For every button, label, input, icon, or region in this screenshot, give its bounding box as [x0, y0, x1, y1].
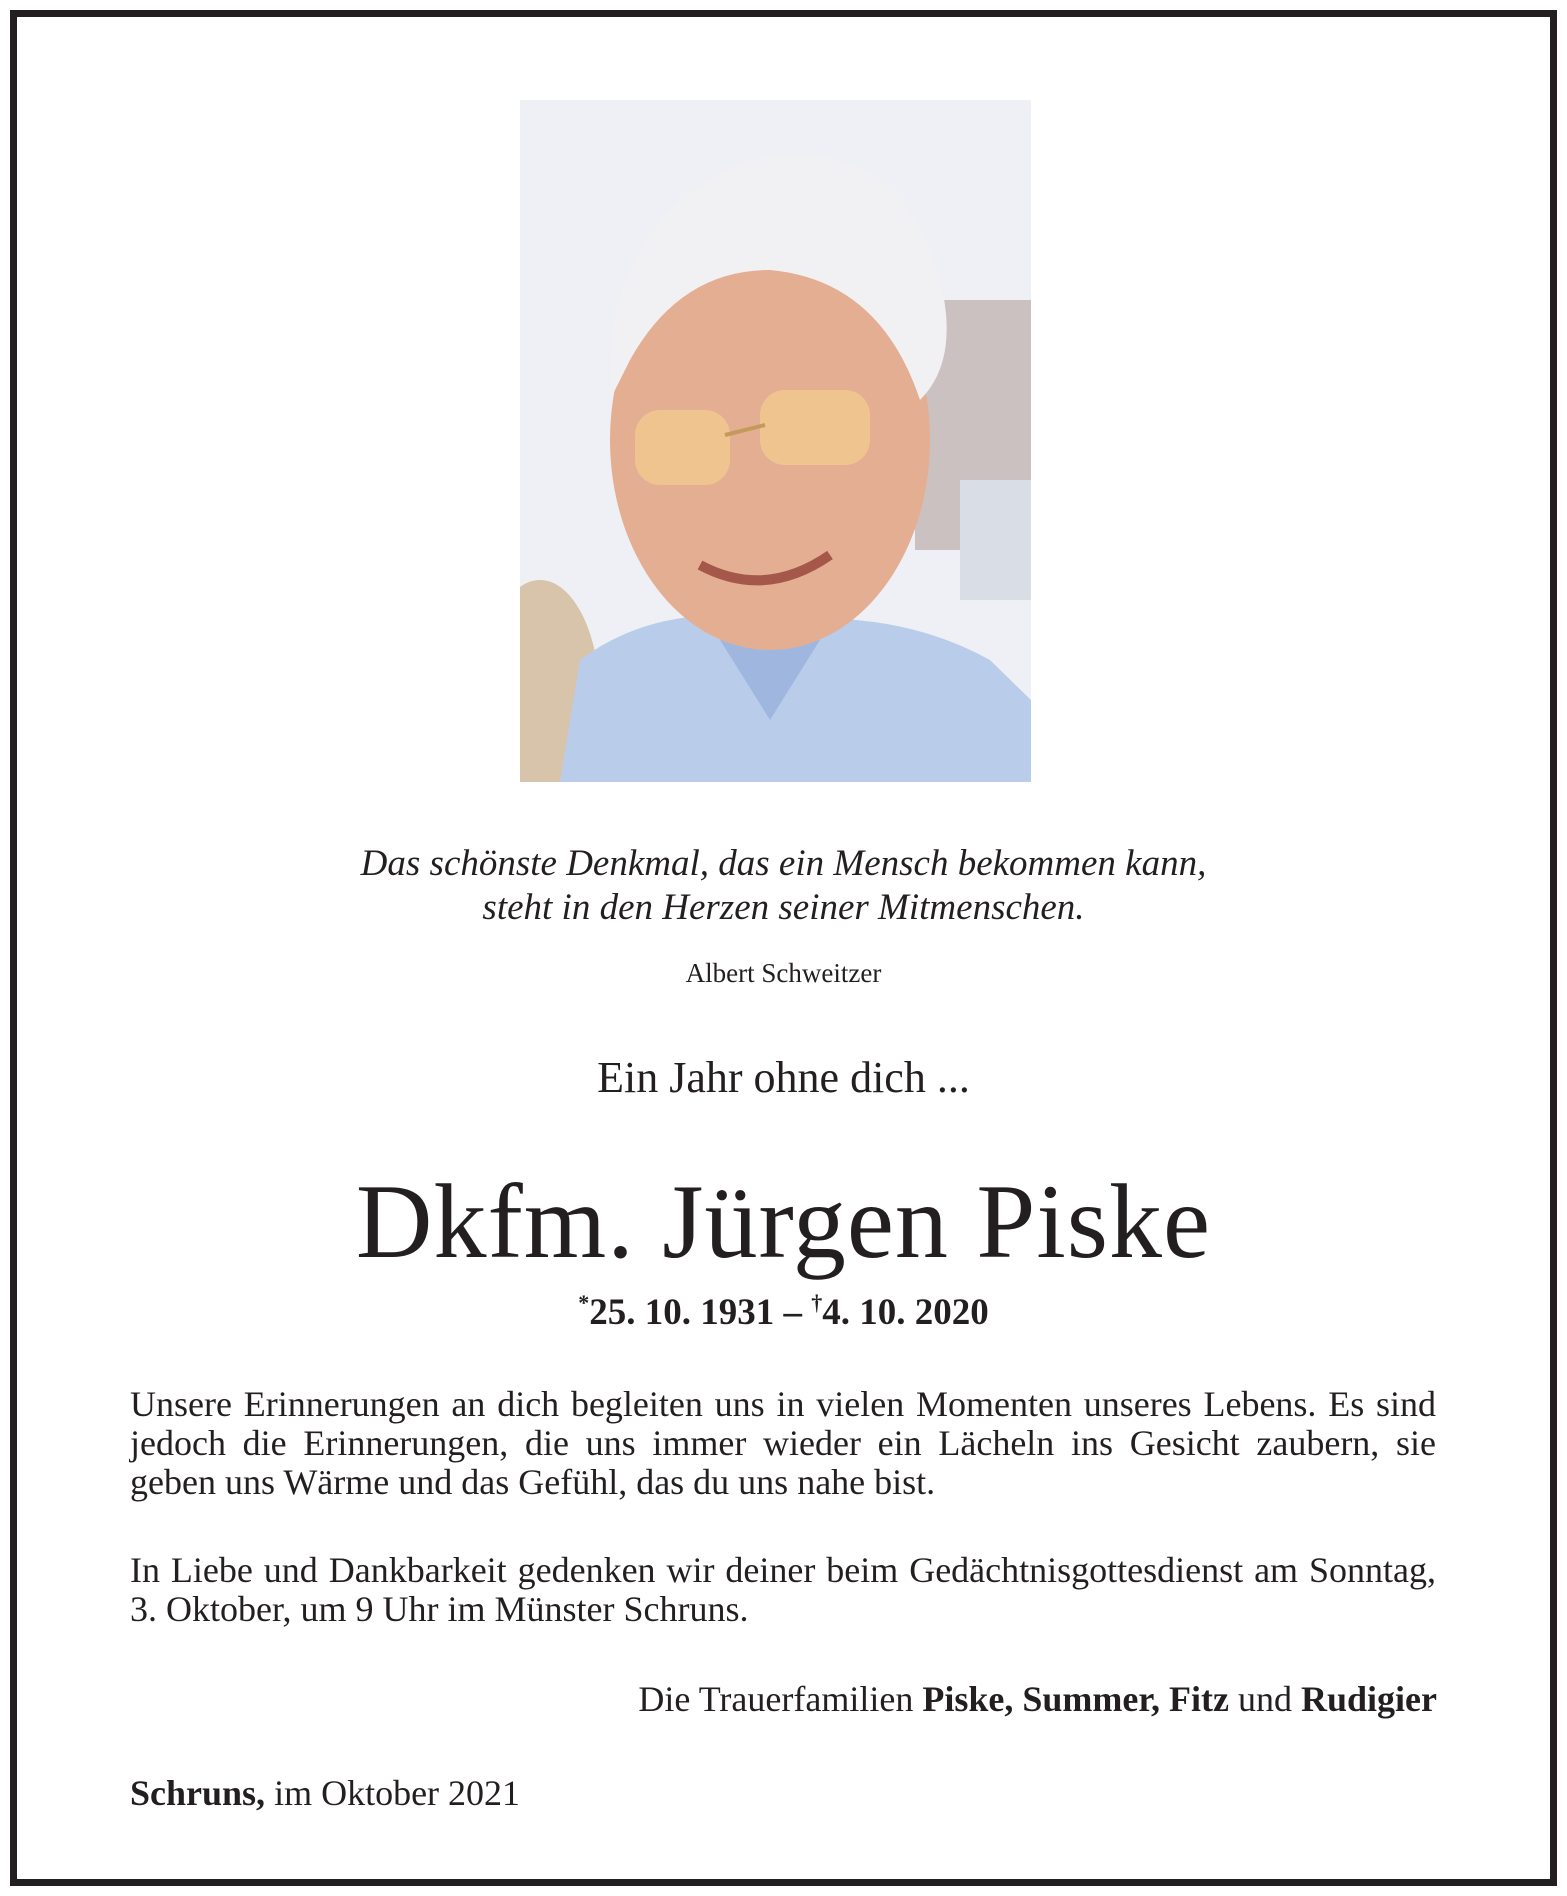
- service-paragraph: In Liebe und Dankbarkeit gedenken wir deiner beim Gedächtnisgottesdienst am Sonntag, 3. Oktober, um 9 Uhr im Münster Schruns.: [130, 1550, 1436, 1629]
- death-symbol: †: [811, 1290, 823, 1315]
- family-name-piske: Piske,: [922, 1679, 1014, 1719]
- birth-symbol: *: [578, 1290, 590, 1315]
- family-name-fitz: Fitz: [1160, 1679, 1229, 1719]
- death-date: 4. 10. 2020: [822, 1292, 989, 1333]
- birth-date: 25. 10. 1931: [589, 1292, 775, 1333]
- quote-text: [0, 842, 1567, 930]
- quote-line-1: Das schönste Denkmal, das ein Mensch bekommen kann,: [360, 843, 1207, 884]
- family-name-summer: Summer,: [1013, 1679, 1161, 1719]
- family-conjunction: und: [1228, 1679, 1301, 1719]
- family-prefix: Die Trauerfamilien: [638, 1679, 923, 1719]
- memory-paragraph: Unsere Erinnerungen an dich begleiten uns in vielen Momenten unseres Lebens. Es sind jedoch die Erinnerungen, die uns immer wieder ein Lächeln ins Gesicht zaubern, sie geben uns Wärme und das Gefühl, das du uns nahe bist.: [130, 1384, 1436, 1502]
- quote-line-2: steht in den Herzen seiner Mitmenschen.: [482, 887, 1085, 928]
- quote-author: Albert Schweitzer: [685, 958, 882, 988]
- place-date: [130, 1772, 520, 1814]
- place-city: Schruns,: [130, 1773, 266, 1813]
- mourning-families: [638, 1678, 1437, 1720]
- life-dates: [0, 1290, 1567, 1334]
- date-separator: –: [774, 1292, 812, 1333]
- intro-line: Ein Jahr ohne dich ...: [597, 1053, 970, 1102]
- deceased-name: Dkfm. Jürgen Piske: [355, 1163, 1212, 1280]
- portrait-photo: [520, 100, 1031, 782]
- place-month-year: im Oktober 2021: [265, 1773, 521, 1813]
- family-name-rudigier: Rudigier: [1300, 1679, 1437, 1719]
